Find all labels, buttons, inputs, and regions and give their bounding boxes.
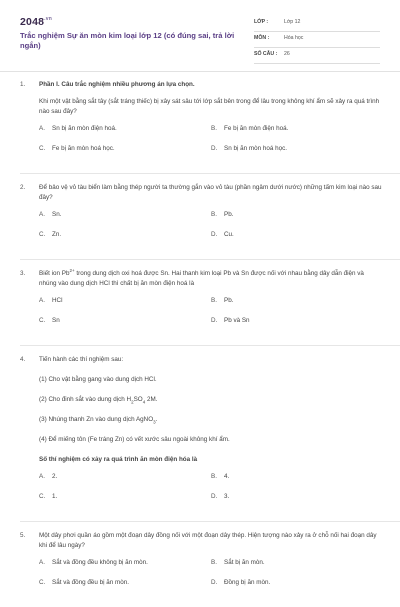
section-heading: Phần I. Câu trắc nghiệm nhiều phương án lựa chọn. <box>39 81 195 88</box>
question-stem: Một dây phơi quần áo gồm một đoạn dây đồng nối với một đoạn dây thép. Hiện tượng nào xảy ra ở chỗ nối hai đoạn dây khi để lâu ngày? <box>39 532 377 549</box>
meta-row-count <box>254 48 380 64</box>
meta-value: Hóa học <box>284 35 304 41</box>
option-d[interactable]: D. 3. <box>211 493 230 500</box>
question-number: 2. <box>20 184 26 191</box>
statement-1: (1) Cho vật bằng gang vào dung dịch HCl. <box>39 376 157 383</box>
meta-value: Lớp 12 <box>284 19 301 25</box>
meta-row-grade <box>254 16 380 32</box>
options <box>39 472 382 512</box>
question-stem: Biết ion $Pb^{2+}$ trong dung dịch oxi hoá được Sn. Hai thanh kim loại Pb và Sn được nối với nhau bằng dây dẫn điện và nhúng vào dung dịch HCl thì chất bị ăn mòn điện hoá là <box>39 267 364 287</box>
option-a[interactable]: A. 2. <box>39 473 58 480</box>
meta-key: LỚP : <box>254 19 269 25</box>
option-d[interactable]: D. Sn bị ăn mòn hoá học. <box>211 145 288 152</box>
option-c[interactable]: C. Sn <box>39 317 60 324</box>
question-ask: Số thí nghiệm có xảy ra quá trình ăn mòn điện hóa là <box>39 456 198 463</box>
question-divider <box>20 259 400 260</box>
option-a[interactable]: A. Sn. <box>39 211 62 218</box>
option-d[interactable]: D. Cu. <box>211 231 234 238</box>
site-logo[interactable]: $2048^{.vn}$ <box>20 16 52 28</box>
question-divider <box>20 345 400 346</box>
meta-row-subject <box>254 32 380 48</box>
statement-4: (4) Để miếng tôn (Fe tráng Zn) có vết xước sâu ngoài không khí ẩm. <box>39 436 230 443</box>
question-number: 4. <box>20 356 26 363</box>
header-divider <box>0 71 400 72</box>
question-number: 3. <box>20 270 26 277</box>
option-b[interactable]: B. Pb. <box>211 211 234 218</box>
page-title: Trắc nghiệm Sự ăn mòn kim loại lớp 12 (có đúng sai, trả lời ngắn) <box>20 31 235 50</box>
question-list <box>20 80 382 607</box>
option-b[interactable]: B. Fe bị ăn mòn điện hoá. <box>211 125 289 132</box>
statement-2: (2) Cho đinh sắt vào dung dịch $H_2SO_4$ 2M. <box>39 396 158 405</box>
question-3 <box>20 269 382 336</box>
question-divider <box>20 173 400 174</box>
question-stem: Tiến hành các thí nghiệm sau: <box>39 356 124 363</box>
question-5 <box>20 531 382 598</box>
options <box>39 210 382 250</box>
option-c[interactable]: C. Zn. <box>39 231 62 238</box>
question-stem: Khi một vật bằng sắt tây (sắt tráng thiếc) bị xây sát sâu tới lớp sắt bên trong để lâu trong không khí ẩm sẽ xảy ra quá trình nào sau đây? <box>39 98 380 115</box>
question-number: 1. <box>20 81 26 88</box>
question-divider <box>20 521 400 522</box>
option-c[interactable]: C. 1. <box>39 493 58 500</box>
option-d[interactable]: D. Đồng bị ăn mòn. <box>211 579 271 586</box>
question-stem: Để bảo vệ vỏ tàu biển làm bằng thép người ta thường gắn vào vỏ tàu (phần ngâm dưới nước) những tấm kim loại nào sau đây? <box>39 184 382 201</box>
meta-key: SỐ CÂU : <box>254 51 278 57</box>
option-b[interactable]: B. Sắt bị ăn mòn. <box>211 559 265 566</box>
options <box>39 296 382 336</box>
question-number: 5. <box>20 532 26 539</box>
question-4 <box>20 355 382 512</box>
option-c[interactable]: C. Fe bị ăn mòn hoá học. <box>39 145 115 152</box>
meta-value: 26 <box>284 51 290 57</box>
meta-key: MÔN : <box>254 35 270 41</box>
option-b[interactable]: B. 4. <box>211 473 230 480</box>
option-a[interactable]: A. Sắt và đồng đều không bị ăn mòn. <box>39 559 148 566</box>
options <box>39 558 382 598</box>
options <box>39 124 382 164</box>
option-a[interactable]: A. HCl <box>39 297 63 304</box>
option-a[interactable]: A. Sn bị ăn mòn điện hoá. <box>39 125 117 132</box>
question-2 <box>20 183 382 250</box>
option-b[interactable]: B. Pb. <box>211 297 234 304</box>
option-c[interactable]: C. Sắt và đồng đều bị ăn mòn. <box>39 579 130 586</box>
question-1 <box>20 80 382 164</box>
statement-3: (3) Nhúng thanh Zn vào dung dịch AgNO$_3$. <box>39 416 158 425</box>
meta-table <box>254 16 380 64</box>
option-d[interactable]: D. Pb và Sn <box>211 317 250 324</box>
page-header <box>0 0 400 70</box>
